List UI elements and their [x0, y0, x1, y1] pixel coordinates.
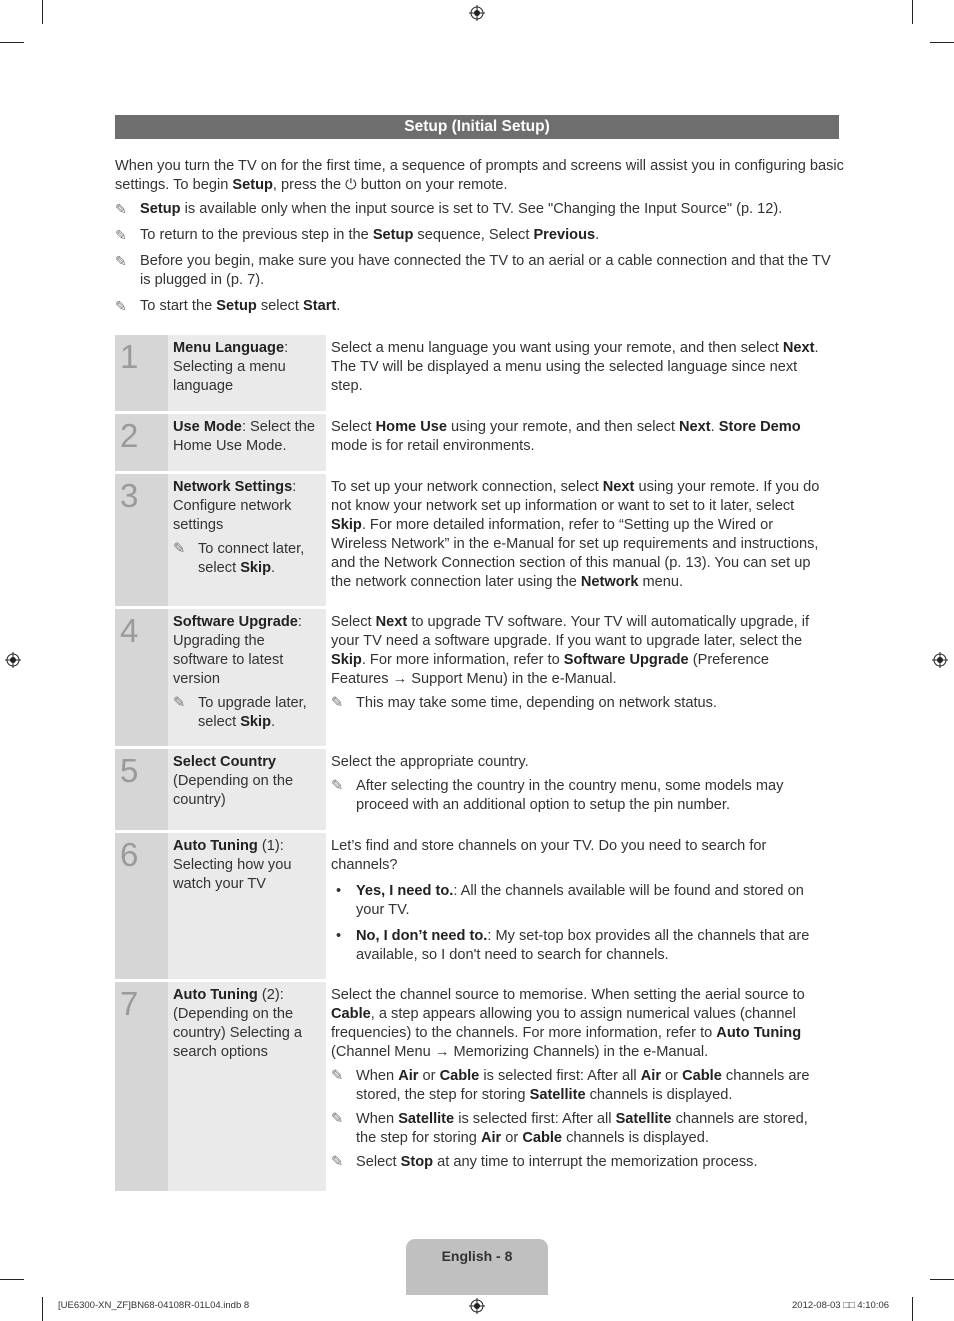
step-row	[115, 474, 828, 606]
power-icon: ⏻	[345, 177, 357, 193]
pencil-note-icon: ✎	[331, 778, 344, 794]
crop-mark	[912, 1297, 913, 1321]
step-title-note: ✎ To upgrade later, select Skip.	[173, 695, 307, 730]
pencil-note-icon: ✎	[173, 541, 186, 557]
step-title: Use Mode: Select the Home Use Mode.	[168, 414, 326, 471]
note-item: ✎ Select Stop at any time to interrupt the memorization process.	[331, 1154, 758, 1170]
pencil-note-icon: ✎	[331, 1068, 344, 1084]
crop-mark	[42, 0, 43, 24]
note-item: ✎ This may take some time, depending on network status.	[331, 695, 717, 711]
step-title-note: ✎ To connect later, select Skip.	[173, 541, 305, 576]
step-title: Menu Language: Selecting a menu language	[168, 335, 326, 411]
step-number: 7	[115, 982, 168, 1191]
step-title: Auto Tuning (1): Selecting how you watch your TV	[168, 833, 326, 979]
step-title: Select Country (Depending on the country)	[168, 749, 326, 830]
steps-table	[115, 335, 828, 1194]
note-item: ✎ Before you begin, make sure you have connected the TV to an aerial or a cable connection and that the TV is plugged in (p. 7).	[115, 253, 831, 288]
registration-mark-icon	[469, 1298, 485, 1314]
step-number: 2	[115, 414, 168, 471]
crop-mark	[0, 1279, 24, 1280]
pencil-note-icon: ✎	[331, 1111, 344, 1127]
registration-mark-icon	[5, 652, 21, 668]
bullet-icon: •	[336, 928, 342, 944]
intro-section	[115, 157, 845, 323]
pencil-note-icon: ✎	[331, 1154, 344, 1170]
print-slug-left: [UE6300-XN_ZF]BN68-04108R-01L04.indb 8	[58, 1300, 250, 1311]
crop-mark	[0, 42, 24, 43]
page-number: English - 8	[441, 1248, 513, 1264]
step-number: 3	[115, 474, 168, 606]
intro-paragraph: When you turn the TV on for the first time, a sequence of prompts and screens will assist you in configuring basic settings. To begin Setup, press the ⏻ button on your remote.	[115, 158, 844, 193]
step-row	[115, 335, 828, 411]
bullet-icon: •	[336, 883, 342, 899]
page-number-tab	[406, 1239, 548, 1295]
pencil-note-icon: ✎	[115, 227, 127, 243]
pencil-note-icon: ✎	[115, 298, 127, 314]
step-row	[115, 609, 828, 746]
step-row	[115, 982, 828, 1191]
step-row	[115, 749, 828, 830]
list-item: • No, I don’t need to.: My set-top box provides all the channels that are available, so I don't need to search for channels.	[336, 928, 810, 963]
print-slug-right: 2012-08-03 □□ 4:10:06	[792, 1300, 890, 1311]
section-title: Setup (Initial Setup)	[115, 115, 839, 139]
note-item: ✎ When Air or Cable is selected first: After all Air or Cable channels are stored, the step for storing Satellite channels is displayed.	[331, 1068, 810, 1103]
note-item: ✎ To start the Setup select Start.	[115, 298, 341, 314]
pencil-note-icon: ✎	[115, 201, 127, 217]
step-title: Software Upgrade: Upgrading the software to latest version ✎ To upgrade later, select Skip.	[168, 609, 326, 746]
step-number: 1	[115, 335, 168, 411]
step-description: Select a menu language you want using your remote, and then select Next. The TV will be displayed a menu using the selected language since next step.	[331, 340, 819, 394]
pencil-note-icon: ✎	[173, 695, 186, 711]
list-item: • Yes, I need to.: All the channels available will be found and stored on your TV.	[336, 883, 804, 918]
step-row	[115, 414, 828, 471]
step-description: Select the appropriate country. ✎ After selecting the country in the country menu, some models may proceed with an additional option to setup the pin number.	[326, 749, 828, 830]
step-title: Auto Tuning (2): (Depending on the country) Selecting a search options	[168, 982, 326, 1191]
step-row	[115, 833, 828, 979]
crop-mark	[912, 0, 913, 24]
step-description: Select Next to upgrade TV software. Your TV will automatically upgrade, if your TV need a software upgrade. If you want to upgrade later, select the Skip. For more information, refer to Software Upgrade (Preference Features → Support Menu) in the e-Manual. ✎ This may take some time, depending on network status.	[326, 609, 828, 746]
registration-mark-icon	[469, 5, 485, 21]
crop-mark	[42, 1297, 43, 1321]
step-title: Network Settings: Configure network settings ✎ To connect later, select Skip.	[168, 474, 326, 606]
step-description: Let’s find and store channels on your TV. Do you need to search for channels? • Yes, I need to.: All the channels available will be found and stored on your TV. • No, I don’t need to.: My set-top box provides all the channels that are available, so I don't need to search for channels.	[326, 833, 828, 979]
crop-mark	[930, 42, 954, 43]
registration-mark-icon	[932, 652, 948, 668]
step-description: Select the channel source to memorise. When setting the aerial source to Cable, a step appears allowing you to assign numerical values (channel frequencies) to the channels. For more information, refer to Auto Tuning (Channel Menu → Memorizing Channels) in the e-Manual. ✎ When Air or Cable is selected first: After all Air or Cable channels are stored, the step for storing Satellite channels is displayed. ✎ When Satellite is selected first: After all Satellite channels are stored, the step for storing Air or Cable channels is displayed. ✎ Select Stop at any time to interrupt the memorization process.	[326, 982, 828, 1191]
pencil-note-icon: ✎	[115, 253, 127, 269]
step-description: Select Home Use using your remote, and then select Next. Store Demo mode is for retail environments.	[331, 419, 801, 454]
step-number: 5	[115, 749, 168, 830]
pencil-note-icon: ✎	[331, 695, 344, 711]
note-item: ✎ After selecting the country in the country menu, some models may proceed with an additional option to setup the pin number.	[331, 778, 784, 813]
step-description: To set up your network connection, select Next using your remote. If you do not know your network set up information or want to set to it later, select Skip. For more detailed information, refer to “Setting up the Wired or Wireless Network” in the e-Manual for set up requirements and instructions, and the Network Connection section of this manual (p. 13). You can set up the network connection later using the Network menu.	[331, 479, 820, 590]
note-item: ✎ When Satellite is selected first: After all Satellite channels are stored, the step for storing Air or Cable channels is displayed.	[331, 1111, 808, 1146]
note-item: ✎ Setup is available only when the input source is set to TV. See "Changing the Input Source" (p. 12).	[115, 201, 783, 217]
step-number: 4	[115, 609, 168, 746]
step-number: 6	[115, 833, 168, 979]
note-item: ✎ To return to the previous step in the Setup sequence, Select Previous.	[115, 227, 600, 243]
crop-mark	[930, 1279, 954, 1280]
